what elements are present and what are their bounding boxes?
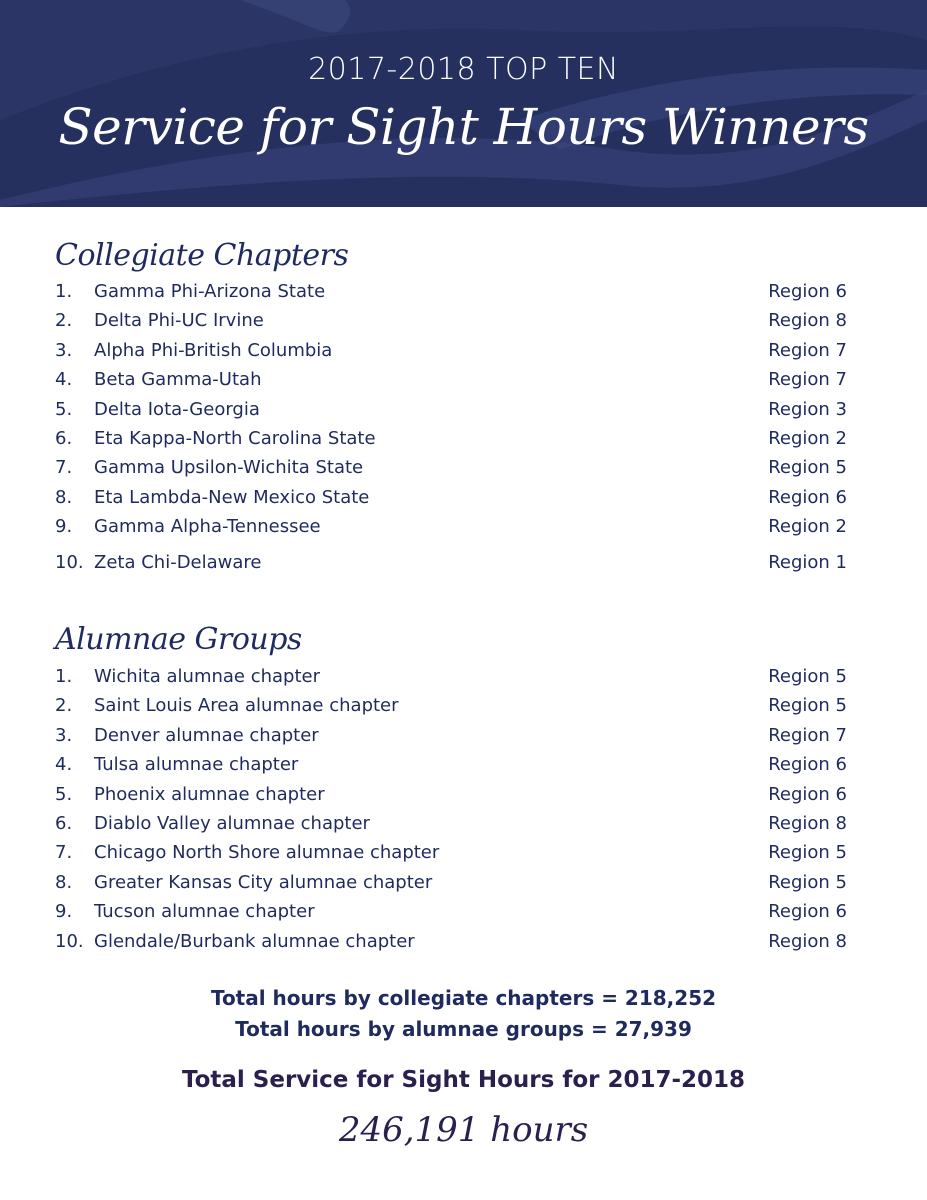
- item-num: 6.: [55, 427, 73, 449]
- collegiate-total: Total hours by collegiate chapters = 218,252: [210, 986, 717, 1010]
- list-item: [55, 931, 847, 960]
- item-region: Region 7: [768, 339, 847, 361]
- item-region: Region 1: [768, 551, 847, 573]
- collegiate-list: [55, 281, 847, 581]
- item-num: 3.: [55, 724, 73, 746]
- item-name: Greater Kansas City alumnae chapter: [94, 871, 433, 893]
- item-num: 4.: [55, 754, 73, 776]
- item-region: Region 3: [768, 398, 847, 420]
- list-item: [55, 399, 847, 428]
- item-num: 6.: [55, 812, 73, 834]
- item-region: Region 8: [768, 812, 847, 834]
- item-num: 7.: [55, 457, 73, 479]
- list-item: [55, 516, 847, 545]
- banner-subtitle: 2017-2018 TOP TEN: [308, 52, 619, 87]
- item-num: 5.: [55, 783, 73, 805]
- item-num: 10.: [55, 551, 84, 573]
- list-item: [55, 842, 847, 871]
- item-name: Delta Iota-Georgia: [94, 398, 260, 420]
- list-item: [55, 457, 847, 486]
- item-num: 8.: [55, 871, 73, 893]
- list-item: [55, 666, 847, 695]
- list-item: [55, 310, 847, 339]
- list-item: [55, 813, 847, 842]
- banner-title: Service for Sight Hours Winners: [58, 98, 869, 156]
- list-item: [55, 695, 847, 724]
- item-region: Region 2: [768, 427, 847, 449]
- list-item: [55, 754, 847, 783]
- item-name: Gamma Phi-Arizona State: [94, 281, 326, 302]
- list-item: [55, 281, 847, 310]
- collegiate-heading: Collegiate Chapters: [55, 238, 349, 273]
- item-name: Delta Phi-UC Irvine: [94, 310, 264, 332]
- item-region: Region 6: [768, 783, 847, 805]
- grand-total-label: Total Service for Sight Hours for 2017-2018: [181, 1067, 746, 1093]
- item-region: Region 5: [768, 871, 847, 893]
- item-num: 1.: [55, 281, 73, 302]
- item-name: Eta Lambda-New Mexico State: [94, 486, 370, 508]
- list-item: [55, 784, 847, 813]
- item-name: Diablo Valley alumnae chapter: [94, 812, 370, 834]
- item-region: Region 5: [768, 457, 847, 479]
- item-name: Beta Gamma-Utah: [94, 369, 262, 391]
- item-region: Region 5: [768, 695, 847, 717]
- item-region: Region 6: [768, 901, 847, 923]
- item-num: 1.: [55, 666, 73, 687]
- item-region: Region 8: [768, 930, 847, 952]
- alumnae-heading: Alumnae Groups: [55, 622, 302, 657]
- item-region: Region 7: [768, 724, 847, 746]
- list-item: [55, 552, 847, 581]
- item-region: Region 2: [768, 516, 847, 538]
- item-num: 8.: [55, 486, 73, 508]
- item-num: 5.: [55, 398, 73, 420]
- list-item: [55, 369, 847, 398]
- list-item: [55, 487, 847, 516]
- item-name: Gamma Alpha-Tennessee: [94, 516, 321, 538]
- item-name: Phoenix alumnae chapter: [94, 783, 325, 805]
- item-num: 9.: [55, 901, 73, 923]
- item-region: Region 6: [768, 281, 847, 302]
- item-name: Wichita alumnae chapter: [94, 666, 321, 687]
- item-name: Tulsa alumnae chapter: [94, 754, 299, 776]
- item-name: Chicago North Shore alumnae chapter: [94, 842, 440, 864]
- item-num: 2.: [55, 695, 73, 717]
- item-name: Glendale/Burbank alumnae chapter: [94, 930, 415, 952]
- item-num: 3.: [55, 339, 73, 361]
- header-banner: [0, 0, 927, 207]
- list-item: [55, 872, 847, 901]
- item-name: Saint Louis Area alumnae chapter: [94, 695, 399, 717]
- item-num: 4.: [55, 369, 73, 391]
- item-region: Region 5: [768, 842, 847, 864]
- alumnae-list: [55, 666, 847, 960]
- item-name: Eta Kappa-North Carolina State: [94, 427, 376, 449]
- item-name: Tucson alumnae chapter: [94, 901, 315, 923]
- item-region: Region 5: [768, 666, 847, 687]
- item-region: Region 8: [768, 310, 847, 332]
- item-region: Region 7: [768, 369, 847, 391]
- list-item: [55, 901, 847, 930]
- grand-total-value: 246,191 hours: [338, 1110, 589, 1150]
- item-num: 2.: [55, 310, 73, 332]
- item-name: Gamma Upsilon-Wichita State: [94, 457, 364, 479]
- list-item: [55, 340, 847, 369]
- item-region: Region 6: [768, 754, 847, 776]
- item-region: Region 6: [768, 486, 847, 508]
- list-item: [55, 428, 847, 457]
- item-name: Alpha Phi-British Columbia: [94, 339, 333, 361]
- list-item: [55, 725, 847, 754]
- item-num: 7.: [55, 842, 73, 864]
- item-name: Zeta Chi-Delaware: [94, 551, 262, 573]
- alumnae-total: Total hours by alumnae groups = 27,939: [235, 1017, 692, 1041]
- item-num: 10.: [55, 930, 84, 952]
- item-name: Denver alumnae chapter: [94, 724, 319, 746]
- item-num: 9.: [55, 516, 73, 538]
